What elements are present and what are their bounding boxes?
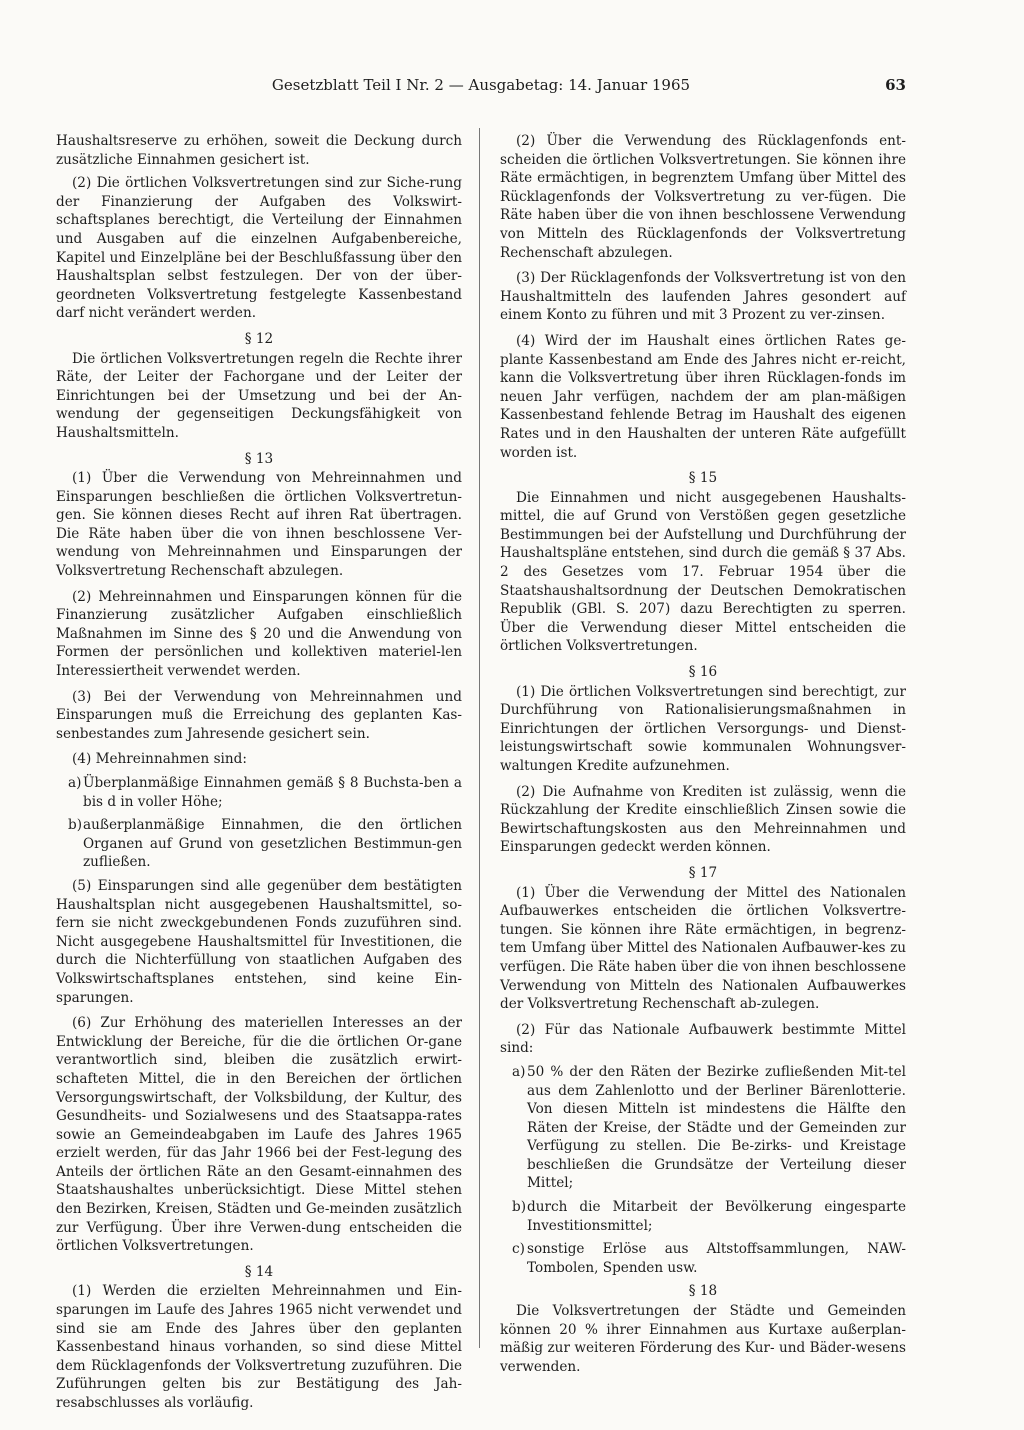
section-heading: § 18	[688, 1283, 718, 1300]
paragraph: (4) Wird der im Haushalt eines örtlichen Rates ge-plante Kassenbestand am Ende des Jahres nicht er-reicht, kann die Volksvertretung über ihren Rücklagen-fonds im neuen Jahr verfügen, nachdem der am plan-mäßigen Kassenbestand fehlende Betrag im Haushalt des eigenen Rates und in den Haushalten der unteren Räte aufgefüllt worden ist.	[500, 332, 906, 461]
paragraph: Die Volksvertretungen der Städte und Gemeinden können 20 % ihrer Einnahmen aus Kurtaxe außerplan-mäßig zur weiteren Förderung des Kur- und Bäder-wesens verwenden.	[500, 1303, 906, 1375]
left-column	[56, 132, 462, 1420]
list-label: b)	[68, 817, 83, 834]
right-column	[500, 132, 906, 1383]
list-label: a)	[68, 775, 82, 791]
paragraph: (3) Der Rücklagenfonds der Volksvertretung ist von den Haushaltmitteln des laufenden Jahres gesondert auf einem Konto zu führen und mit 3 Prozent zu ver-zinsen.	[500, 270, 906, 324]
paragraph: Haushaltsreserve zu erhöhen, soweit die Deckung durch zusätzliche Einnahmen gesichert ist.	[56, 133, 462, 168]
paragraph: (1) Über die Verwendung von Mehreinnahmen und Einsparungen beschließen die örtlichen Volksvertretun-gen. Sie können dieses Recht auf ihren Rat übertragen. Die Räte haben über die von ihnen beschlossene Ver-wendung von Mehreinnahmen und Einsparungen der Volksvertretung Rechenschaft abzulegen.	[56, 470, 462, 580]
page-number: 63	[885, 76, 906, 94]
list-text: Überplanmäßige Einnahmen gemäß § 8 Buchsta-ben a bis d in voller Höhe;	[83, 775, 462, 810]
paragraph: (3) Bei der Verwendung von Mehreinnahmen und Einsparungen muß die Erreichung des geplanten Kas-senbestandes zum Jahresende gesichert sein.	[56, 688, 462, 742]
list-text: außerplanmäßige Einnahmen, die den örtlichen Organen auf Grund von gesetzlichen Bestimmun-gen zufließen.	[83, 817, 462, 871]
list-item	[500, 1063, 906, 1193]
section-heading: § 15	[688, 470, 718, 487]
paragraph: (5) Einsparungen sind alle gegenüber dem bestätigten Haushaltsplan nicht ausgegebenen Haushaltsmittel, so-fern sie nicht zweckgebundenen Fonds zuzuführen sind. Nicht ausgegebene Haushaltsmittel für Investitionen, die durch die Nichterfüllung von staatlichen Aufgaben des Volkswirtschaftsplanes entstehen, sind keine Ein-sparungen.	[56, 877, 462, 1006]
list-item	[500, 1240, 906, 1277]
list-text: sonstige Erlöse aus Altstoffsammlungen, NAW-Tombolen, Spenden usw.	[527, 1241, 906, 1276]
paragraph: (2) Die örtlichen Volksvertretungen sind zur Siche-rung der Finanzierung der Aufgaben des Volkswirt-schaftsplanes berechtigt, die Verteilung der Einnahmen und Ausgaben auf die einzelnen Aufgabenbereiche, Kapitel und Einzelpläne bei der Beschlußfassung über den Haushaltsplan selbst festzulegen. Der von der über-geordneten Volksvertretung festgelegte Kassenbestand darf nicht verändert werden.	[56, 175, 462, 322]
section-heading: § 12	[244, 330, 274, 347]
paragraph: (1) Die örtlichen Volksvertretungen sind berechtigt, zur Durchführung von Rationalisierungsmaßnahmen in Einrichtungen der örtlichen Versorgungs- und Dienst-leistungswirtschaft sowie kommunalen Wohnungsver-waltungen Kredite aufzunehmen.	[500, 683, 906, 774]
list-item	[56, 774, 462, 811]
paragraph: (1) Werden die erzielten Mehreinnahmen und Ein-sparungen im Laufe des Jahres 1965 nicht verwendet und sind sie am Ende des Jahres über den geplanten Kassenbestand hinaus vorhanden, so sind diese Mittel dem Rücklagenfonds der Volksvertretung zuzuführen. Die Zuführungen gelten bis zur Bestätigung des Jah-resabschlusses als vorläufig.	[56, 1283, 462, 1411]
section-heading: § 13	[244, 450, 274, 467]
paragraph: Die Einnahmen und nicht ausgegebenen Haushalts-mittel, die auf Grund von Verstößen gegen gesetzliche Bestimmungen bei der Aufstellung und Durchführung der Haushaltspläne entstehen, sind durch die gemäß § 37 Abs. 2 des Gesetzes vom 17. Februar 1954 über die Staatshaushaltsordnung der Deutschen Demokratischen Republik (GBl. S. 207) dazu Berechtigten zu sperren. Über die Verwendung dieser Mittel entscheiden die örtlichen Volksvertretungen.	[500, 489, 906, 655]
paragraph: (2) Über die Verwendung des Rücklagenfonds ent-scheiden die örtlichen Volksvertretungen. Sie können ihre Räte ermächtigen, in begrenztem Umfang über Mittel des Rücklagenfonds der Volksvertretung zu ver-fügen. Die Räte haben über die von ihnen beschlossene Verwendung von Mitteln des Rücklagenfonds der Volksvertretung Rechenschaft abzulegen.	[500, 133, 906, 261]
paragraph: (6) Zur Erhöhung des materiellen Interesses an der Entwicklung der Bereiche, für die die örtlichen Or-gane verantwortlich sind, bleiben die zusätzlich erwirt-schafteten Mittel, die in den Bereichen der örtlichen Versorgungswirtschaft, der Volksbildung, der Kultur, des Gesundheits- und Sozialwesens und des Staatsappa-rates sowie an Gemeindeabgaben im Laufe des Jahres 1965 erzielt werden, für das Jahr 1966 bei der Fest-legung des Anteils der örtlichen Räte an den Gesamt-einnahmen des Staatshaushaltes unberücksichtigt. Diese Mittel stehen den Bezirken, Kreisen, Städten und Ge-meinden zusätzlich zur Verfügung. Über ihre Verwen-dung entscheiden die örtlichen Volksvertretungen.	[56, 1015, 462, 1255]
list-item	[56, 816, 462, 872]
paragraph: Die örtlichen Volksvertretungen regeln die Rechte ihrer Räte, der Leiter der Fachorgane und der Leiter der Einrichtungen bei der Umsetzung und bei der An-wendung der gegenseitigen Deckungsfähigkeit von Haushaltsmitteln.	[56, 350, 462, 441]
list-label: b)	[512, 1199, 527, 1216]
list-label: c)	[512, 1241, 525, 1258]
list-item	[500, 1198, 906, 1235]
paragraph: (1) Über die Verwendung der Mittel des Nationalen Aufbauwerkes entscheiden die örtlichen Volksvertre-tungen. Sie können ihre Räte ermächtigen, in begrenz-tem Umfang über Mittel des Nationalen Aufbauwer-kes zu verfügen. Die Räte haben über die von ihnen beschlossene Verwendung von Mitteln des Nationalen Aufbauwerkes der Volksvertretung Rechenschaft ab-zulegen.	[500, 884, 907, 1013]
paragraph: (2) Die Aufnahme von Krediten ist zulässig, wenn die Rückzahlung der Kredite einschließlich Zinsen sowie die Bewirtschaftungskosten aus den Mehreinnahmen und Einsparungen gedeckt werden können.	[500, 783, 906, 856]
list-label: a)	[512, 1063, 526, 1080]
page-header: Gesetzblatt Teil I Nr. 2 — Ausgabetag: 14. Januar 1965	[271, 76, 691, 94]
paragraph: (4) Mehreinnahmen sind:	[72, 751, 247, 768]
paragraph: (2) Für das Nationale Aufbauwerk bestimmte Mittel sind:	[500, 1021, 906, 1057]
section-heading: § 16	[688, 664, 718, 681]
list-text: 50 % der den Räten der Bezirke zufließenden Mit-tel aus dem Zahlenlotto und der Berliner Bärenlotterie. Von diesen Mitteln ist mindestens die Hälfte den Räten der Kreise, der Städte und der Gemeinden zur Verfügung zu stellen. Die Be-zirks- und Kreistage beschließen die Grundsätze der Verteilung dieser Mittel;	[527, 1063, 906, 1192]
section-heading: § 17	[688, 864, 718, 881]
paragraph: (2) Mehreinnahmen und Einsparungen können für die Finanzierung zusätzlicher Aufgaben einschließlich Maßnahmen im Sinne des § 20 und die Anwendung von Formen der persönlichen und kollektiven materiel-len Interessiertheit verwendet werden.	[56, 588, 462, 680]
section-heading: § 14	[244, 1263, 274, 1280]
list-text: durch die Mitarbeit der Bevölkerung eingesparte Investitionsmittel;	[527, 1199, 906, 1234]
